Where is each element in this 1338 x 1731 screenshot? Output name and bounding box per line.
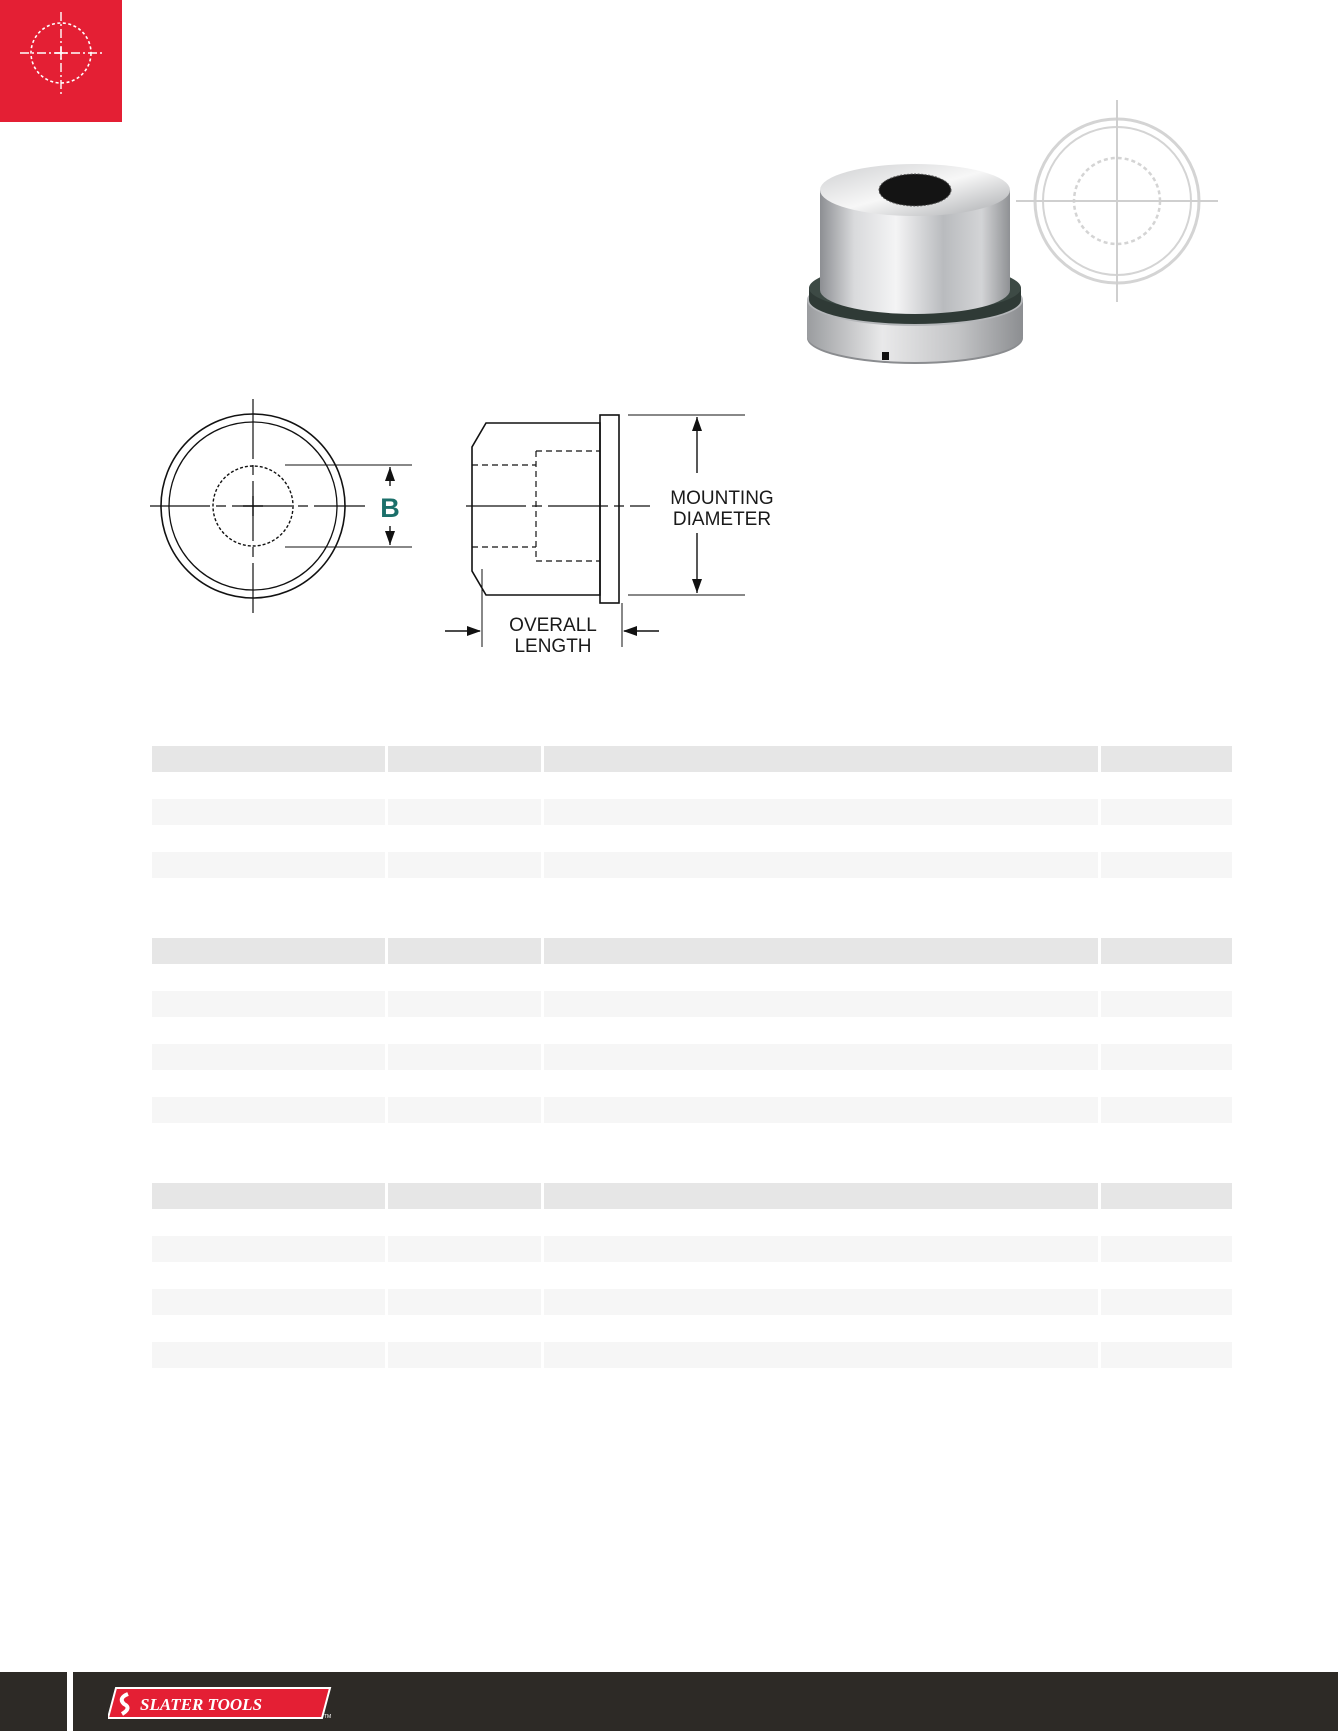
table-cell xyxy=(388,991,541,1017)
footer-divider xyxy=(67,1672,73,1731)
trademark-mark: TM xyxy=(324,1714,332,1720)
table-row xyxy=(152,852,1232,878)
header-cell xyxy=(544,746,1098,772)
spec-table-2 xyxy=(152,938,1232,1123)
table-cell xyxy=(544,1342,1098,1368)
technical-drawing xyxy=(150,395,790,665)
mounting-diameter-label-line1: MOUNTING xyxy=(670,488,774,509)
table-cell xyxy=(152,1289,385,1315)
table-cell xyxy=(152,1097,385,1123)
table-cell xyxy=(544,852,1098,878)
table-row xyxy=(152,1097,1232,1123)
header-cell xyxy=(152,938,385,964)
table-cell xyxy=(1101,799,1232,825)
table-row xyxy=(152,1342,1232,1368)
footer-bar xyxy=(0,1672,1338,1731)
table-cell xyxy=(152,1342,385,1368)
side-view xyxy=(445,415,774,657)
header-cell xyxy=(544,1183,1098,1209)
table-cell xyxy=(388,1044,541,1070)
slater-tools-logo[interactable] xyxy=(108,1686,338,1720)
header-cell xyxy=(152,1183,385,1209)
overall-length-label-line2: LENGTH xyxy=(514,636,592,657)
table-cell xyxy=(1101,1097,1232,1123)
header-cell xyxy=(1101,938,1232,964)
table-cell xyxy=(1101,1289,1232,1315)
table-header-row xyxy=(152,746,1232,772)
table-cell xyxy=(544,799,1098,825)
table-cell xyxy=(388,1342,541,1368)
table-cell xyxy=(1101,1236,1232,1262)
table-row xyxy=(152,1289,1232,1315)
header-cell xyxy=(152,746,385,772)
header-cell xyxy=(544,938,1098,964)
corner-crosshair-icon xyxy=(0,0,122,122)
table-cell xyxy=(1101,1342,1232,1368)
table-header-row xyxy=(152,1183,1232,1209)
table-cell xyxy=(152,852,385,878)
watermark-crosshair-icon xyxy=(1012,96,1222,306)
overall-length-label-line1: OVERALL xyxy=(509,615,597,636)
mounting-diameter-label-line2: DIAMETER xyxy=(672,509,772,530)
table-cell xyxy=(1101,991,1232,1017)
table-cell xyxy=(388,1289,541,1315)
spec-table-1 xyxy=(152,746,1232,878)
product-photo xyxy=(790,160,1040,370)
table-cell xyxy=(388,1097,541,1123)
table-cell xyxy=(544,991,1098,1017)
table-cell xyxy=(544,1044,1098,1070)
table-row xyxy=(152,991,1232,1017)
table-cell xyxy=(544,1236,1098,1262)
table-header-row xyxy=(152,938,1232,964)
table-cell xyxy=(1101,1044,1232,1070)
table-cell xyxy=(388,1236,541,1262)
table-cell xyxy=(152,799,385,825)
table-cell xyxy=(388,852,541,878)
table-cell xyxy=(388,799,541,825)
b-dimension-label: B xyxy=(380,493,400,523)
table-cell xyxy=(152,991,385,1017)
table-row xyxy=(152,799,1232,825)
logo-text: SLATER TOOLS xyxy=(140,1695,263,1714)
header-cell xyxy=(388,1183,541,1209)
table-row xyxy=(152,1236,1232,1262)
front-view xyxy=(150,399,412,613)
table-cell xyxy=(1101,852,1232,878)
table-cell xyxy=(152,1044,385,1070)
header-cell xyxy=(1101,1183,1232,1209)
header-cell xyxy=(388,938,541,964)
table-cell xyxy=(544,1289,1098,1315)
spec-tables xyxy=(152,746,1232,1395)
header-cell xyxy=(388,746,541,772)
table-row xyxy=(152,1044,1232,1070)
table-cell xyxy=(152,1236,385,1262)
header-cell xyxy=(1101,746,1232,772)
spec-table-3 xyxy=(152,1183,1232,1368)
table-cell xyxy=(544,1097,1098,1123)
